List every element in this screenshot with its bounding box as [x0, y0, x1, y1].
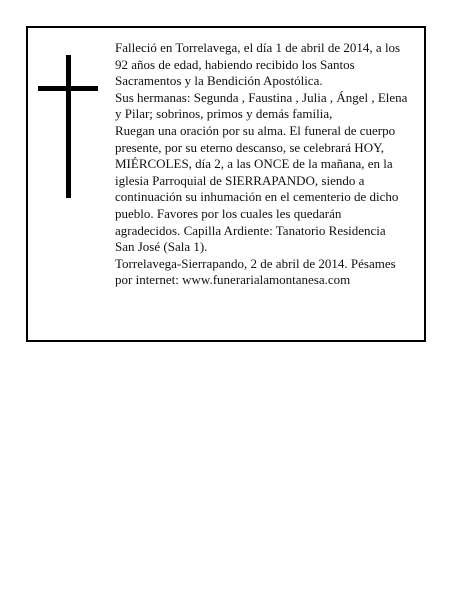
obituary-line: Falleció en Torrelavega, el día 1 de abril de 2014, a los — [115, 40, 401, 55]
obituary-line: 92 años de edad, habiendo recibido los Santos — [115, 56, 355, 72]
obituary-text — [115, 40, 427, 289]
obituary-notice — [26, 26, 426, 342]
obituary-line: iglesia Parroquial de SIERRAPANDO, siendo a — [115, 172, 365, 188]
obituary-line: pueblo. Favores por los cuales les quedarán — [115, 205, 342, 221]
obituary-line: San José (Sala 1). — [115, 239, 208, 255]
obituary-line: presente, por su eterno descanso, se celebrará HOY, — [115, 139, 385, 155]
cross-horizontal-bar — [38, 86, 98, 91]
obituary-line: agradecidos. Capilla Ardiente: Tanatorio Residencia — [115, 222, 386, 238]
latin-cross-icon — [38, 55, 98, 198]
obituary-line: por internet: www.funerarialamontanesa.com — [115, 272, 351, 288]
obituary-line: Sacramentos y la Bendición Apostólica. — [115, 73, 323, 89]
obituary-line: Sus hermanas: Segunda , Faustina , Julia , Ángel , Elena — [115, 89, 408, 105]
cross-vertical-bar — [66, 55, 71, 198]
obituary-line: y Pilar; sobrinos, primos y demás familia, — [115, 106, 333, 122]
obituary-line: MIÉRCOLES, día 2, a las ONCE de la mañana, en la — [115, 156, 393, 172]
obituary-line: Ruegan una oración por su alma. El funeral de cuerpo — [115, 122, 396, 138]
obituary-line: continuación su inhumación en el cementerio de dicho — [115, 189, 399, 205]
obituary-line: Torrelavega-Sierrapando, 2 de abril de 2014. Pésames — [115, 255, 396, 271]
